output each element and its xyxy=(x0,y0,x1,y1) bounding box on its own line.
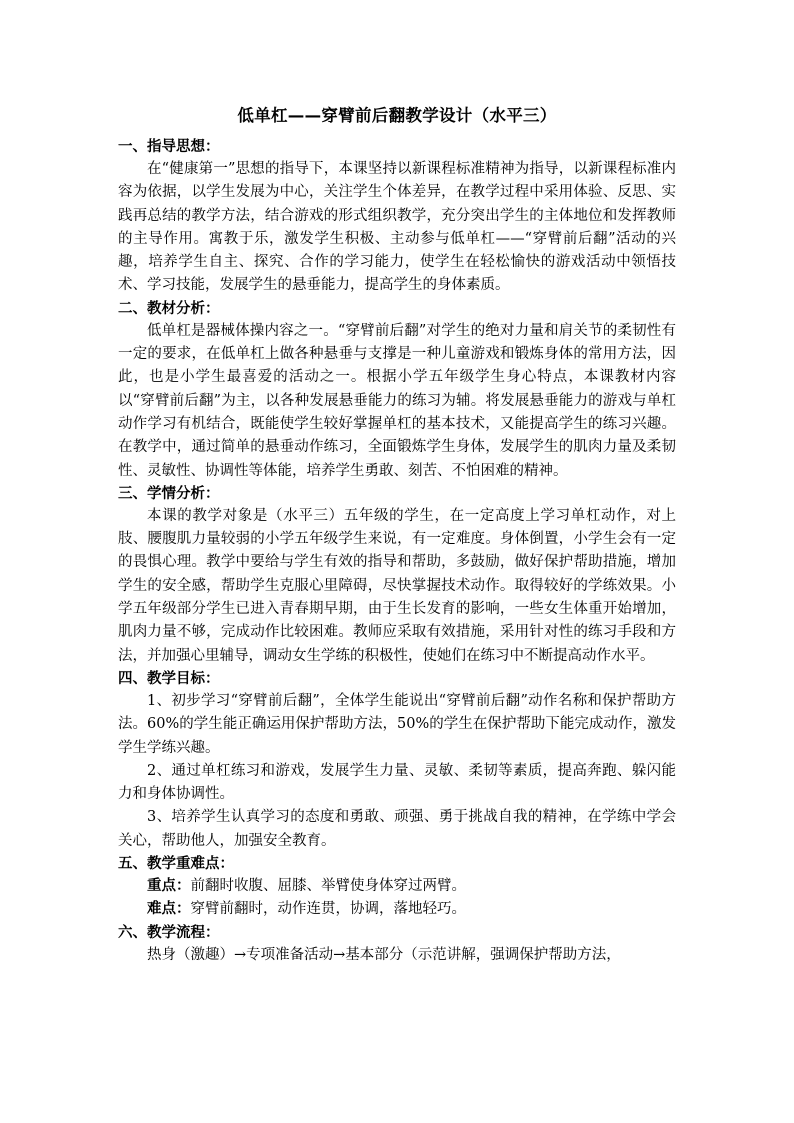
key-point-label: 重点： xyxy=(147,878,191,895)
section-heading: 一、指导思想： xyxy=(118,139,220,155)
section-heading: 三、学情分析： xyxy=(118,485,220,502)
section-heading: 六、教学流程： xyxy=(118,924,220,941)
objective-3: 3、培养学生认真学习的态度和勇敢、顽强、勇于挑战自我的精神，在学练中学会关心，帮助他人，加强安全教育。 xyxy=(118,809,676,849)
section-student-analysis xyxy=(118,483,676,668)
paragraph: 热身（激趣）→专项准备活动→基本部分（示范讲解，强调保护帮助方法， xyxy=(147,946,621,963)
section-key-difficult-points xyxy=(118,853,676,922)
paragraph: 本课的教学对象是（水平三）五年级的学生，在一定高度上学习单杠动作，对上肢、腰腹肌力量较弱的小学五年级学生来说，有一定难度。身体倒置，小学生会有一定的畏惧心理。教学中要给与学生有效的指导和帮助，多鼓励，做好保护帮助措施，增加学生的安全感，帮助学生克服心里障碍，尽快掌握技术动作。取得较好的学练效果。小学五年级部分学生已进入青春期早期，由于生长发育的影响，一些女生体重开始增加，肌肉力量不够，完成动作比较困难。教师应采取有效措施，采用针对性的练习手段和方法，并加强心里辅导，调动女生学练的积极性，使她们在练习中不断提高动作水平。 xyxy=(118,507,676,664)
key-point-text: 前翻时收腹、屈膝、举臂使身体穿过两臂。 xyxy=(190,878,466,895)
difficult-point-text: 穿臂前翻时，动作连贯，协调，落地轻巧。 xyxy=(190,901,466,918)
difficult-point xyxy=(118,898,676,921)
section-heading: 四、教学目标： xyxy=(118,670,220,687)
section-heading: 五、教学重难点： xyxy=(118,856,234,873)
section-guiding-ideology xyxy=(118,136,676,298)
paragraph: 低单杠是器械体操内容之一。“穿臂前后翻”对学生的绝对力量和肩关节的柔韧性有一定的要求，在低单杠上做各种悬垂与支撑是一种儿童游戏和锻炼身体的常用方法，因此，也是小学生最喜爱的活动之一。根据小学五年级学生身心特点，本课教材内容以“穿臂前后翻”为主，以各种发展悬垂能力的练习为辅。将发展悬垂能力的游戏与单杠动作学习有机结合，既能使学生较好掌握单杠的基本技术，又能提高学生的练习兴趣。在教学中，通过简单的悬垂动作练习，全面锻炼学生身体，发展学生的肌肉力量及柔韧性、灵敏性、协调性等体能，培养学生勇敢、刻苦、不怕困难的精神。 xyxy=(118,322,676,479)
objective-2: 2、通过单杠练习和游戏，发展学生力量、灵敏、柔韧等素质，提高奔跑、躲闪能力和身体协调性。 xyxy=(118,762,676,803)
section-heading: 二、教材分析： xyxy=(118,300,220,317)
section-material-analysis xyxy=(118,298,676,483)
key-point xyxy=(118,875,676,898)
objective-1: 1、初步学习“穿臂前后翻”，全体学生能说出“穿臂前后翻”动作名称和保护帮助方法。60%的学生能正确运用保护帮助方法，50%的学生在保护帮助下能完成动作，激发学生学练兴趣。 xyxy=(118,692,676,756)
difficult-point-label: 难点： xyxy=(147,901,191,918)
section-teaching-objectives xyxy=(118,668,676,853)
paragraph: 在“健康第一”思想的指导下，本课坚持以新课程标准精神为指导，以新课程标准内容为依据，以学生发展为中心，关注学生个体差异，在教学过程中采用体验、反思、实践再总结的教学方法，结合游戏的形式组织教学，充分突出学生的主体地位和发挥教师的主导作用。寓教于乐，激发学生积极、主动参与低单杠——“穿臂前后翻”活动的兴趣，培养学生自主、探究、合作的学习能力，使学生在轻松愉快的游戏活动中领悟技术、学习技能，发展学生的悬垂能力，提高学生的身体素质。 xyxy=(118,161,676,294)
document-title: 低单杠——穿臂前后翻教学设计（水平三） xyxy=(237,106,557,125)
section-teaching-process xyxy=(118,922,676,967)
